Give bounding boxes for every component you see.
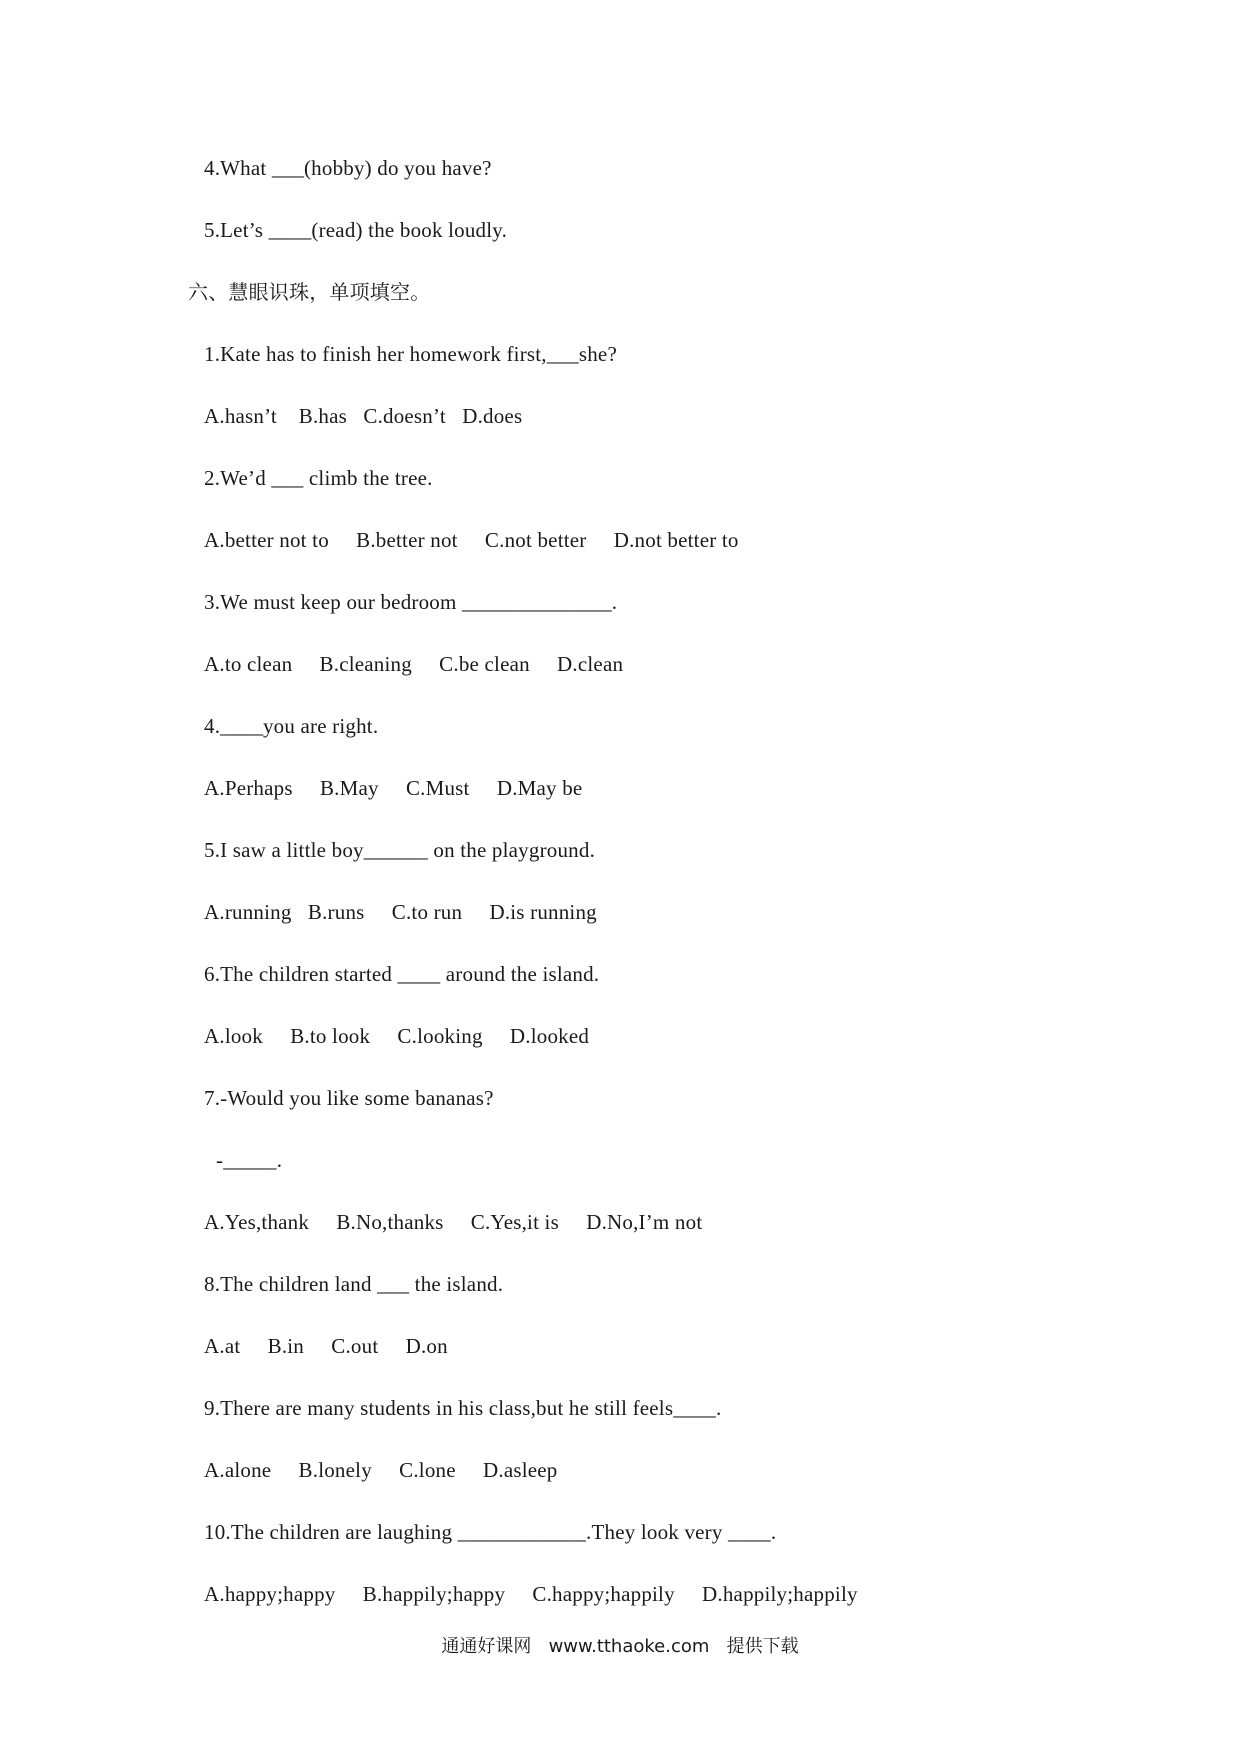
answer-options: A.Perhaps B.May C.Must D.May be <box>204 776 583 800</box>
answer-options: A.alone B.lonely C.lone D.asleep <box>204 1458 558 1482</box>
question-stem: 9.There are many students in his class,but he still feels____. <box>204 1396 722 1420</box>
question-stem: 6.The children started ____ around the island. <box>204 962 600 986</box>
question-stem: 2.We’d ___ climb the tree. <box>204 466 433 490</box>
question-stem: 1.Kate has to finish her homework first,___she? <box>204 342 617 366</box>
answer-options: A.better not to B.better not C.not better D.not better to <box>204 528 739 552</box>
question-stem: 5.I saw a little boy______ on the playground. <box>204 838 596 862</box>
answer-options: A.Yes,thank B.No,thanks C.Yes,it is D.No,I’m not <box>204 1210 703 1234</box>
question-line: 5.Let’s ____(read) the book loudly. <box>204 218 508 242</box>
answer-options: A.happy;happy B.happily;happy C.happy;happily D.happily;happily <box>204 1582 858 1606</box>
question-stem: 10.The children are laughing ____________.They look very ____. <box>204 1520 777 1544</box>
dialogue-response: -_____. <box>216 1148 283 1172</box>
answer-options: A.hasn’t B.has C.doesn’t D.does <box>204 404 523 428</box>
question-line: 4.What ___(hobby) do you have? <box>204 156 492 180</box>
question-stem: 4.____you are right. <box>204 714 379 738</box>
question-stem: 3.We must keep our bedroom ______________. <box>204 590 618 614</box>
answer-options: A.running B.runs C.to run D.is running <box>204 900 597 924</box>
question-stem: 7.-Would you like some bananas? <box>204 1086 494 1110</box>
question-stem: 8.The children land ___ the island. <box>204 1272 504 1296</box>
answer-options: A.to clean B.cleaning C.be clean D.clean <box>204 652 624 676</box>
answer-options: A.look B.to look C.looking D.looked <box>204 1024 590 1048</box>
section-heading: 六、慧眼识珠，单项填空。 <box>188 280 431 304</box>
page-footer: 通通好课网 www.tthaoke.com 提供下载 <box>441 1636 799 1657</box>
answer-options: A.at B.in C.out D.on <box>204 1334 448 1358</box>
